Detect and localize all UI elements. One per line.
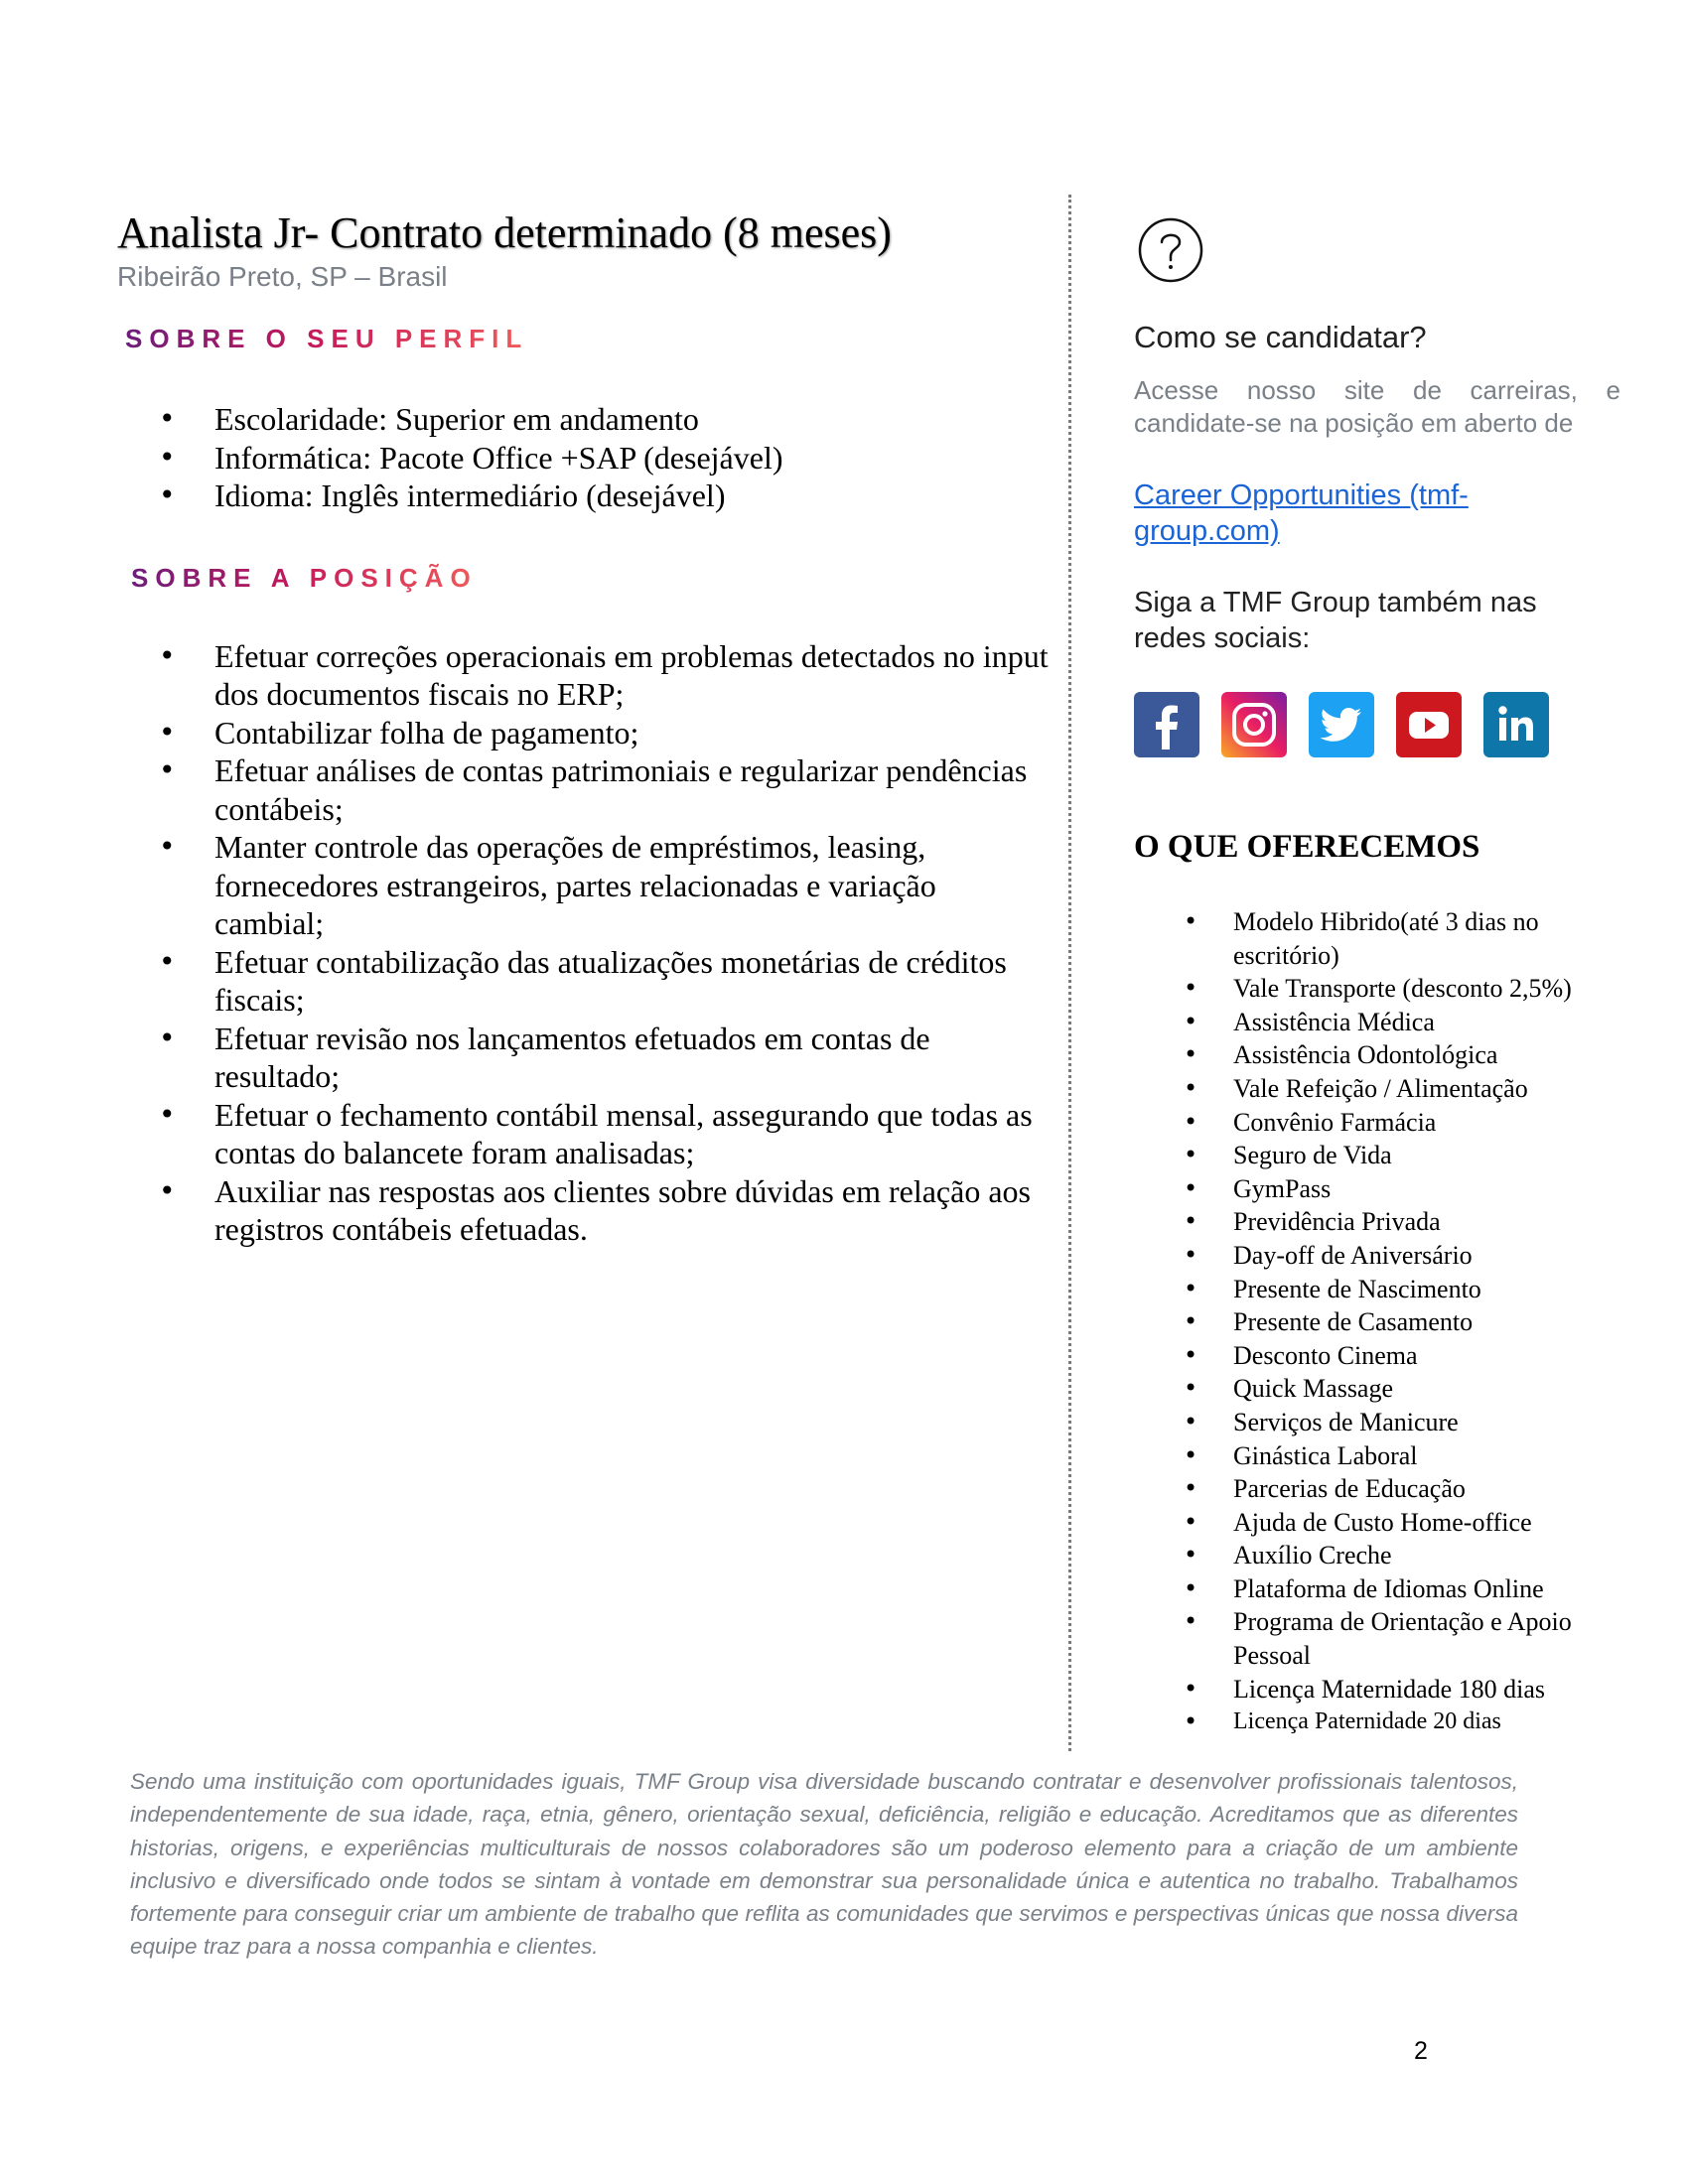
list-item: • Convênio Farmácia — [1134, 1106, 1620, 1140]
list-item: • Desconto Cinema — [1134, 1339, 1620, 1373]
list-item: • Efetuar contabilização das atualizações monetárias de créditos fiscais; — [117, 943, 1051, 1020]
list-item: • Plataforma de Idiomas Online — [1134, 1572, 1620, 1606]
list-item: • Previdência Privada — [1134, 1205, 1620, 1239]
list-item: • Parcerias de Educação — [1134, 1472, 1620, 1506]
list-item: • Informática: Pacote Office +SAP (desejável) — [117, 439, 1051, 478]
list-item: • Manter controle das operações de empréstimos, leasing, fornecedores estrangeiros, partes relacionadas e variação cambial; — [117, 828, 1051, 943]
list-item: • Auxílio Creche — [1134, 1539, 1620, 1572]
list-item: • Day-off de Aniversário — [1134, 1239, 1620, 1273]
page-number: 2 — [1414, 2037, 1428, 2065]
linkedin-icon[interactable] — [1483, 692, 1549, 757]
list-item: • Quick Massage — [1134, 1372, 1620, 1406]
twitter-icon[interactable] — [1309, 692, 1374, 757]
main-column — [117, 206, 1051, 1249]
section-heading-perfil: SOBRE O SEU PERFIL — [125, 324, 529, 353]
follow-text: Siga a TMF Group também nas redes sociais: — [1134, 587, 1537, 654]
list-item: • Modelo Hibrido(até 3 dias no escritório) — [1134, 905, 1620, 972]
list-item: • Contabilizar folha de pagamento; — [117, 714, 1051, 752]
list-item: • Efetuar o fechamento contábil mensal, assegurando que todas as contas do balancete foram analisadas; — [117, 1096, 1051, 1172]
job-location: Ribeirão Preto, SP – Brasil — [117, 261, 448, 292]
list-item: • Assistência Odontológica — [1134, 1038, 1620, 1072]
benefits-list — [1134, 905, 1620, 1739]
posicao-list — [117, 637, 1051, 1249]
social-links — [1134, 692, 1620, 757]
section-heading-posicao: SOBRE A POSIÇÃO — [131, 562, 478, 593]
facebook-icon[interactable] — [1134, 692, 1199, 757]
list-item: • Auxiliar nas respostas aos clientes sobre dúvidas em relação aos registros contábeis efetuadas. — [117, 1172, 1051, 1249]
list-item: • Ginástica Laboral — [1134, 1439, 1620, 1473]
list-item: • Programa de Orientação e Apoio Pessoal — [1134, 1605, 1620, 1672]
how-to-apply-text: Acesse nosso site de carreiras, e candidate-se na posição em aberto de — [1134, 375, 1620, 438]
diversity-statement: Sendo uma instituição com oportunidades iguais, TMF Group visa diversidade buscando contratar e desenvolver profissionais talentosos, independentemente de sua idade, raça, etnia, gênero, orientação sexual, deficiência, religião e educação. Acreditamos que as diferentes historias, origens, e experiências multiculturais de nossos colaboradores são um poderoso elemento para a criação de um ambiente inclusivo e diversificado onde todos se sintam à vontade em demonstrar sua personalidade única e autentica no trabalho. Trabalhamos fortemente para conseguir criar um ambiente de trabalho que reflita as comunidades que servimos e perspectivas únicas que nossa diversa equipe traz para a nossa companhia e clientes. — [130, 1769, 1518, 1960]
list-item: • Efetuar análises de contas patrimoniais e regularizar pendências contábeis; — [117, 751, 1051, 828]
list-item: • Seguro de Vida — [1134, 1139, 1620, 1172]
list-item: • Vale Transporte (desconto 2,5%) — [1134, 972, 1620, 1006]
column-divider — [1068, 195, 1071, 1751]
list-item: • Assistência Médica — [1134, 1006, 1620, 1039]
list-item: • Escolaridade: Superior em andamento — [117, 400, 1051, 439]
perfil-list — [117, 400, 1051, 515]
list-item: • GymPass — [1134, 1172, 1620, 1206]
list-item: • Efetuar correções operacionais em problemas detectados no input dos documentos fiscais no ERP; — [117, 637, 1051, 714]
list-item: • Ajuda de Custo Home-office — [1134, 1506, 1620, 1540]
list-item: • Presente de Casamento — [1134, 1305, 1620, 1339]
list-item: • Licença Paternidade 20 dias — [1134, 1706, 1620, 1739]
how-to-apply-title: Como se candidatar? — [1134, 320, 1427, 354]
career-opportunities-link[interactable]: Career Opportunities (tmf-group.com) — [1134, 479, 1469, 547]
sidebar — [1134, 216, 1620, 1739]
benefits-title: O QUE OFERECEMOS — [1134, 829, 1480, 865]
instagram-icon[interactable] — [1221, 692, 1287, 757]
list-item: • Licença Maternidade 180 dias — [1134, 1673, 1620, 1706]
list-item: • Serviços de Manicure — [1134, 1406, 1620, 1439]
list-item: • Efetuar revisão nos lançamentos efetuados em contas de resultado; — [117, 1020, 1051, 1096]
list-item: • Presente de Nascimento — [1134, 1273, 1620, 1306]
list-item: • Vale Refeição / Alimentação — [1134, 1072, 1620, 1106]
question-icon — [1137, 216, 1204, 284]
youtube-icon[interactable] — [1396, 692, 1462, 757]
list-item: • Idioma: Inglês intermediário (desejável) — [117, 477, 1051, 515]
job-title: Analista Jr- Contrato determinado (8 meses) — [117, 208, 892, 257]
